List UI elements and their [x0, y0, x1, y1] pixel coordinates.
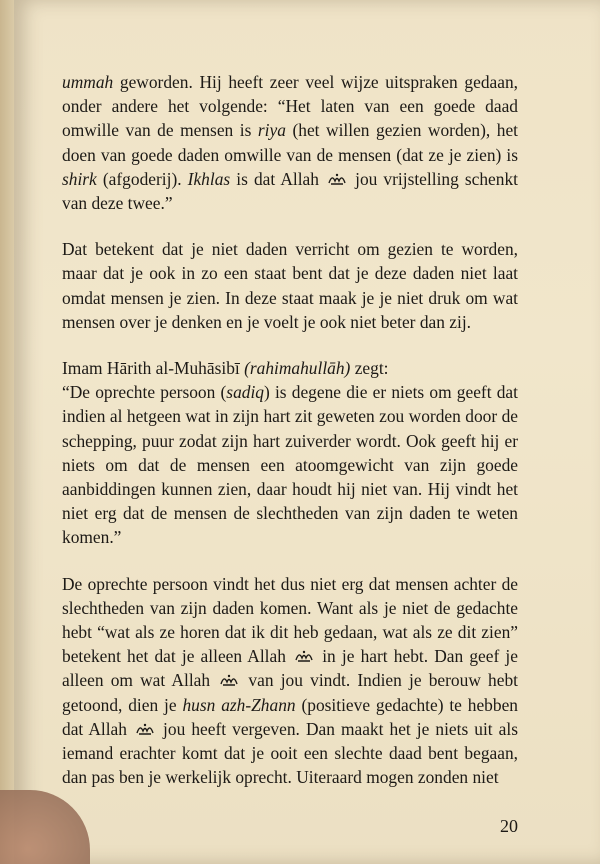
- page-text: [62, 70, 518, 789]
- text-run: (afgoderij).: [96, 168, 188, 189]
- text-run: (positieve gedachte) te hebben dat Allah: [62, 694, 518, 739]
- text-run: ) is degene die er niets om geeft dat indien al hetgeen wat in zijn hart zit geweten zou worden door de schepping, puur zodat zijn hart zuiverder wordt. Ook geeft hij er niets om dat de mensen een atoomgewicht van zijn goede aanbiddingen kunnen zien, daar houdt hij niet van. Hij vindt het niet erg dat de mensen de slechtheden van zijn daden te weten komen.”: [62, 382, 518, 548]
- text-run: (het willen gezien worden), het doen van goede daden omwille van de mensen (dat ze je zien) is: [62, 120, 518, 165]
- italic-term: husn azh-Zhann: [182, 694, 296, 715]
- text-run: zegt:: [350, 358, 389, 379]
- text-run: jou vrijstelling schenkt van deze twee.”: [62, 168, 518, 214]
- text-run: van jou vindt. Indien je berouw hebt getoond, dien je: [62, 670, 519, 715]
- honorific-glyph-icon: [294, 649, 314, 663]
- italic-term: sadiq: [226, 382, 264, 403]
- italic-term: shirk: [62, 168, 97, 189]
- italic-term: ummah: [62, 72, 114, 92]
- page-number: 20: [500, 816, 518, 836]
- paragraph-3: [62, 356, 518, 550]
- text-run: De oprechte persoon vindt het dus niet erg dat mensen achter de slechtheden van zijn daden komen. Want als je niet de gedachte hebt “wat als ze horen dat ik dit heb gedaan, wat als ze dit zien” betekent het dat je alleen Allah: [62, 573, 518, 667]
- honorific-glyph-icon: [327, 172, 347, 186]
- text-run: Imam Hārith al-Muhāsibī: [62, 358, 245, 379]
- honorific-glyph-icon: [135, 722, 155, 736]
- text-run: in je hart hebt. Dan geef je alleen om wat Allah: [62, 646, 518, 691]
- text-run: “De oprechte persoon (: [62, 382, 227, 403]
- italic-term: riya: [257, 120, 286, 141]
- text-run: jou heeft vergeven. Dan maakt het je niets uit als iemand erachter komt dat je ooit een slechte daad bent begaan, dan pas ben je werkelijk oprecht. Uiteraard mogen zonden niet: [62, 718, 518, 788]
- paragraph-1: [62, 70, 518, 215]
- italic-term: Ikhlas: [187, 168, 231, 189]
- text-run: geworden. Hij heeft zeer veel wijze uitspraken gedaan, onder andere het volgende: “Het laten van een goede daad omwille van de mensen is: [62, 72, 518, 141]
- italic-term: (rahimahullāh): [244, 358, 351, 379]
- paragraph-2: Dat betekent dat je niet daden verricht om gezien te worden, maar dat je ook in zo een staat bent dat je deze daden niet laat omdat mensen je zien. In deze staat maak je je niet druk om wat mensen over je denken en je voelt je ook niet beter dan zij.: [62, 239, 518, 332]
- paragraph-4: [62, 572, 518, 790]
- text-run: is dat Allah: [230, 168, 326, 189]
- honorific-glyph-icon: [219, 673, 239, 687]
